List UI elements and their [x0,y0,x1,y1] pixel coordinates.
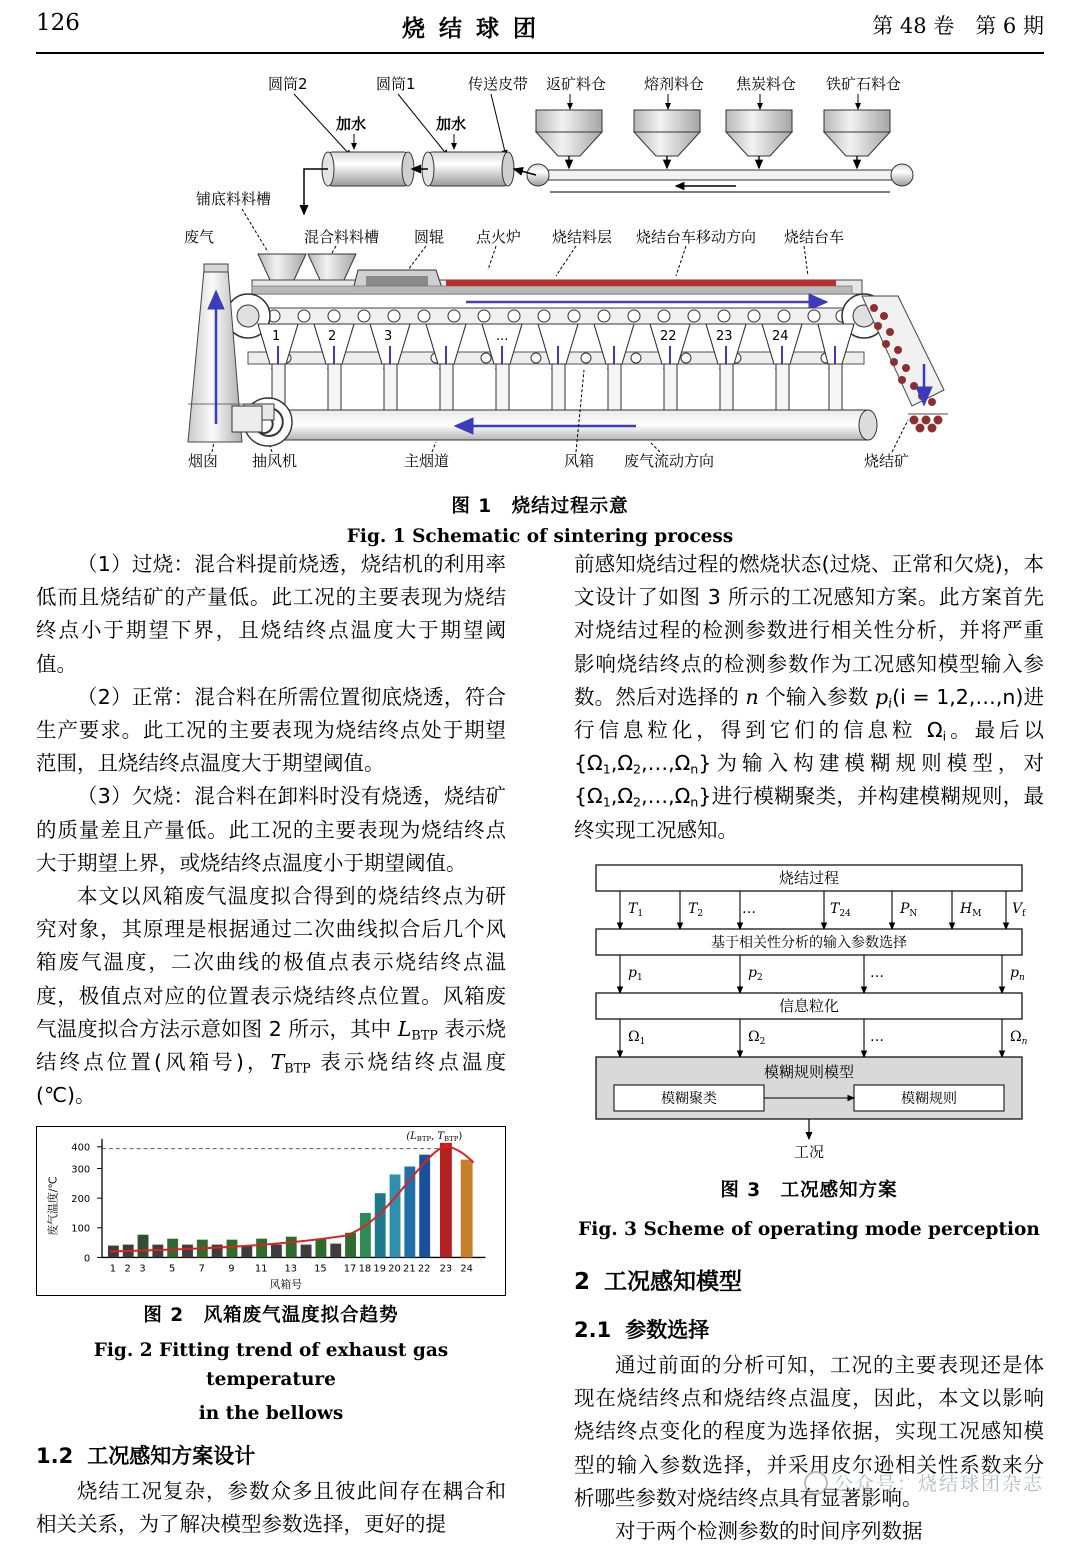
rc-omega-sub-i: i [942,728,947,744]
rc-symbol-p: p [874,684,889,709]
fig3-node-box2: 基于相关性分析的输入参数选择 [711,934,907,951]
svg-text:圆辊: 圆辊 [414,228,445,246]
svg-text:烧结料层: 烧结料层 [552,228,613,246]
svg-text:300: 300 [71,1164,91,1176]
paragraph-scheme-intro: 烧结工况复杂，参数众多且彼此间存在耦合和相关关系，为了解决模型参数选择，更好的提 [36,1479,506,1537]
svg-text:100: 100 [71,1224,91,1236]
btp-symbol-T: T [270,1050,285,1075]
fig3-node-box4-left: 模糊聚类 [661,1090,717,1107]
issue-info: 第 48 卷 第 6 期 [872,14,1044,38]
svg-text:...: ... [496,329,509,344]
svg-text:烧结台车: 烧结台车 [784,228,845,246]
svg-text:7: 7 [198,1263,205,1275]
header-rule [36,52,1044,54]
watermark [804,1469,1044,1496]
section-2-title: 工况感知模型 [604,1268,743,1295]
svg-text:PN: $P_N$ [900,900,918,919]
svg-text:18: 18 [358,1263,372,1275]
rc-text-f2: ,Ω [610,784,633,809]
svg-text:21: 21 [403,1263,416,1275]
svg-text:铁矿石料仓: 铁矿石料仓 [826,75,902,93]
svg-text:17: 17 [343,1263,357,1275]
svg-text:T1: $T_1$ [628,900,644,919]
svg-text:烧结矿: 烧结矿 [864,452,910,470]
fig3-node-bottom: 工况 [793,1142,825,1161]
svg-text:加水: 加水 [336,115,367,133]
paragraph-pearson-intro: 对于两个检测参数的时间序列数据 [615,1518,923,1543]
rc-text-a: 前感知烧结过程的燃烧状态(过烧、正常和欠烧)，本文设计了如图 3 所示的工况感知方案。此方案首先对烧结过程的检测参数进行相关性分析，并将严重影响烧结终点的检测参数作为工况感知模型输入参数。然后对选择的 [574,552,1044,709]
rc-text-j: }为输入构建模糊规则模型，对{Ω [574,751,1044,809]
svg-text:圆筒1: 圆筒1 [376,75,416,93]
svg-text:Ω1: $\Omega_1$ [628,1028,646,1047]
figure-1-sintering-schematic [36,64,1044,484]
svg-text:烟囱: 烟囱 [188,452,219,470]
svg-text:Vf: $V_f$ [1012,900,1026,919]
chart-peak-annotation: ($L_{BTP}$, $T_{BTP}$) [406,1131,463,1144]
svg-text:200: 200 [71,1194,91,1206]
rc-omega-nb: n [690,794,699,810]
chart-y-axis-label: 废气温度/℃ [46,1176,60,1237]
svg-text:熔剂料仓: 熔剂料仓 [644,75,705,93]
svg-text:15: 15 [314,1263,327,1275]
svg-text:风箱: 风箱 [564,452,595,470]
section-heading-1-2 [36,1439,506,1473]
svg-text:24: 24 [772,329,789,344]
svg-text:废气流动方向: 废气流动方向 [624,452,715,470]
svg-text:19: 19 [373,1263,386,1275]
svg-text:…: … [870,1028,884,1045]
svg-text:0: 0 [83,1253,91,1265]
fig3-node-top: 烧结过程 [778,868,840,887]
watermark-text: 公众号：烧结球团杂志 [833,1473,1044,1495]
svg-text:2: 2 [328,329,337,344]
btp-sub-2: BTP [284,1060,311,1076]
fig3-node-box4-title: 模糊规则模型 [763,1062,855,1081]
btp-sub-1: BTP [411,1027,438,1043]
svg-text:24: 24 [460,1263,473,1275]
fig3-node-box4-right: 模糊规则 [901,1090,957,1107]
figure-2-caption-en-line2: in the bellows [198,1403,344,1425]
svg-text:2: 2 [124,1263,131,1275]
figure-1-caption-cn: 图 1 烧结过程示意 [451,496,629,517]
chart-x-axis-label: 风箱号 [269,1278,303,1292]
section-2-1-number: 2.1 [574,1317,612,1342]
svg-text:点火炉: 点火炉 [476,228,522,246]
svg-text:pn: $p_n$ [1010,964,1025,983]
svg-text:23: 23 [439,1263,453,1275]
svg-text:HM: $H_M$ [960,900,982,919]
svg-text:…: … [742,900,756,917]
left-column [36,548,506,1542]
rc-text-h2: ,…,Ω [641,784,691,809]
svg-text:铺底料料槽: 铺底料料槽 [196,190,272,208]
svg-text:22: 22 [417,1263,431,1275]
paragraph-btp-definition [36,880,506,1112]
svg-text:22: 22 [660,329,677,344]
figure-2-caption-en-line1: Fig. 2 Fitting trend of exhaust gas temperature [93,1340,449,1390]
btp-symbol-L: L [397,1016,412,1041]
rc-symbol-n: n [745,684,759,709]
section-2-number: 2 [574,1268,591,1295]
svg-text:20: 20 [388,1263,401,1275]
svg-text:p2: $p_2$ [748,964,763,983]
svg-text:23: 23 [716,329,733,344]
svg-text:传送皮带: 传送皮带 [468,75,529,93]
svg-text:3: 3 [384,329,393,344]
svg-text:p1: $p_1$ [628,964,643,983]
section-heading-2 [574,1264,1044,1301]
page-number: 126 [36,10,80,36]
section-2-1-title: 参数选择 [625,1317,710,1342]
figure-2-chart-block [36,1126,506,1429]
fig3-node-box3: 信息粒化 [778,996,840,1015]
svg-text:抽风机: 抽风机 [252,452,298,470]
svg-text:9: 9 [228,1263,235,1275]
svg-text:混合料料槽: 混合料料槽 [304,228,380,246]
svg-text:焦炭料仓: 焦炭料仓 [736,75,797,93]
right-column [574,548,1044,1548]
rc-text-k: }进行模糊聚类，并构建模糊规则，最终实现工况感知。 [574,784,1044,842]
rc-text-b: 个输入参数 [758,684,875,709]
btp-text-part1: 本文以风箱废气温度拟合得到的烧结终点为研究对象，其原理是根据通过二次曲线拟合后几个风箱废气温度，二次曲线的极值点表示烧结终点温度，极值点对应的位置表示烧结终点位置。风箱废气温度拟合方法示意如图 2 所示，其中 [36,884,506,1041]
svg-text:烧结台车移动方向: 烧结台车移动方向 [636,228,757,246]
rc-text-h: ,…,Ω [641,751,691,776]
svg-text:废气: 废气 [184,228,215,246]
rc-text-d: 。最后以{Ω [574,718,1045,776]
rc-omega-n: n [690,761,699,777]
svg-text:返矿料仓: 返矿料仓 [546,75,607,93]
figure-3-caption-cn: 图 3 工况感知方案 [720,1179,898,1201]
section-heading-2-1 [574,1313,1044,1347]
svg-text:400: 400 [71,1143,91,1155]
svg-text:3: 3 [139,1263,146,1275]
svg-text:Ωn: $\Omega_n$ [1010,1028,1028,1047]
svg-text:1: 1 [272,329,281,344]
svg-text:…: … [870,964,884,981]
rc-omega-2: 2 [633,761,642,777]
svg-text:加水: 加水 [436,115,467,133]
rc-text-f: ,Ω [610,751,633,776]
paragraph-perception-scheme [574,548,1044,847]
figure-2-caption-cn: 图 2 风箱废气温度拟合趋势 [143,1305,399,1327]
figure-1-caption [36,492,1044,551]
section-1-2-title: 工况感知方案设计 [87,1444,256,1469]
svg-text:主烟道: 主烟道 [404,452,450,470]
paragraph-normal: （2）正常：混合料在所需位置彻底烧透，符合生产要求。此工况的主要表现为烧结终点处于期望范围，且烧结终点温度大于期望阈值。 [36,684,506,776]
svg-text:T24: $T_{24}$ [830,900,851,919]
section-1-2-number: 1.2 [36,1444,74,1469]
figure-2-chart [36,1126,506,1296]
btp-text-part2: 表示烧结终点位置(风箱号)， [36,1016,506,1075]
svg-text:圆筒2: 圆筒2 [268,75,308,93]
svg-text:T2: $T_2$ [688,900,704,919]
figure-3-block [574,857,1044,1246]
paragraph-overburn: （1）过烧：混合料提前烧透，烧结机的利用率低而且烧结矿的产量低。此工况的主要表现为烧结终点小于期望下界，且烧结终点温度大于期望阈值。 [36,552,506,676]
paragraph-underburn: （3）欠烧：混合料在卸料时没有烧透，烧结矿的质量差且产量低。此工况的主要表现为烧结终点大于期望上界，或烧结终点温度小于期望阈值。 [36,784,506,875]
rc-text-c: (i = 1,2,…,n)进行信息粒化，得到它们的信息粒 Ω [574,684,1044,743]
rc-symbol-p-sub: i [888,695,893,711]
svg-text:13: 13 [284,1263,298,1275]
svg-text:5: 5 [169,1263,176,1275]
rc-omega-1b: 1 [602,794,611,810]
svg-text:1: 1 [109,1263,117,1275]
page-header [36,10,1044,56]
paragraph-parameter-selection: 通过前面的分析可知，工况的主要表现还是体现在烧结终点和烧结终点温度，因此，本文以影响烧结终点变化的程度为选择依据，实现工况感知模型的输入参数选择，并采用皮尔逊相关性系数来分析哪些参数对烧结终点具有显著影响。 [574,1352,1044,1510]
watermark-icon [804,1471,828,1495]
svg-text:Ω2: $\Omega_2$ [748,1028,766,1047]
figure-1-caption-en: Fig. 1 Schematic of sintering process [346,525,734,547]
svg-text:11: 11 [254,1263,268,1275]
rc-omega-1: 1 [602,761,611,777]
rc-omega-2b: 2 [633,794,642,810]
journal-title: 烧结球团 [402,16,551,42]
btp-text-part3: 表示烧结终点温度(℃)。 [36,1050,506,1108]
figure-3-caption-en: Fig. 3 Scheme of operating mode perception [578,1219,1040,1241]
